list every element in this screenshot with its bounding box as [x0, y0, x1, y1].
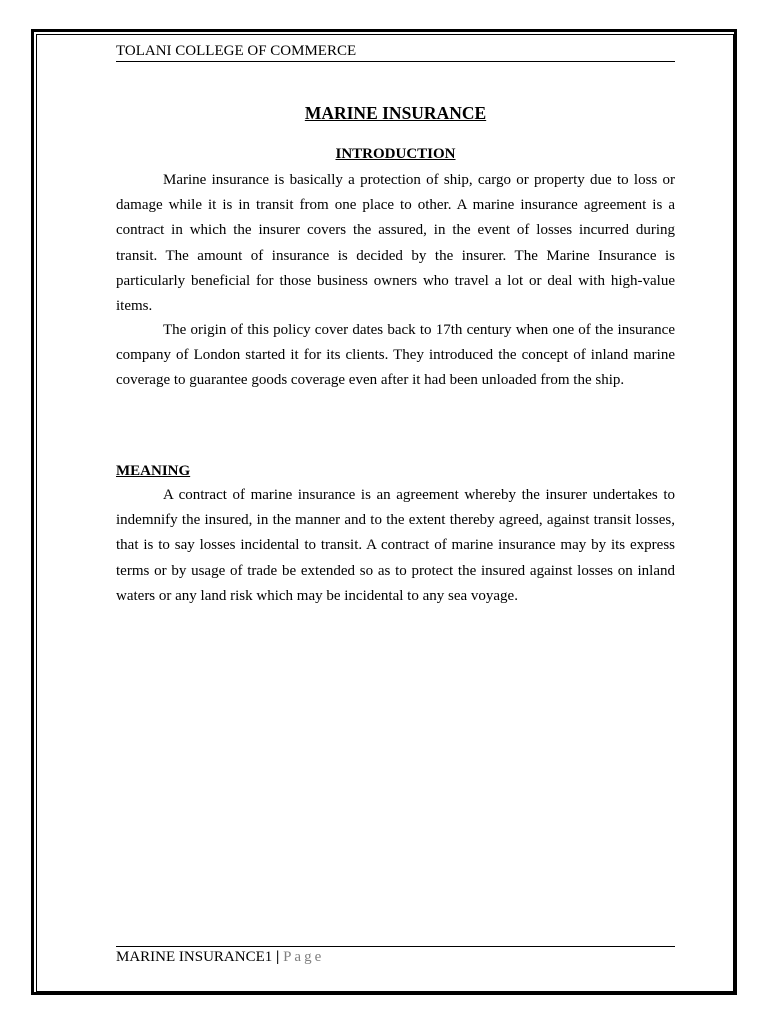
page-header: [116, 42, 675, 62]
introduction-paragraph-2: The origin of this policy cover dates back to 17th century when one of the insurance company of London started it for its clients. They introduced the concept of inland marine coverage to guarantee goods coverage even after it had been unloaded from the ship.: [116, 322, 675, 389]
document-title: MARINE INSURANCE: [304, 103, 487, 123]
footer-separator: |: [276, 949, 280, 965]
page-footer: [116, 946, 675, 967]
footer-page-word: Page: [283, 949, 325, 965]
footer-page-number: 1: [264, 949, 273, 965]
meaning-heading: MEANING: [116, 463, 191, 479]
meaning-paragraph-1: A contract of marine insurance is an agreement whereby the insurer undertakes to indemnify the insured, in the manner and to the extent thereby agreed, against transit losses, that is to say losses incidental to transit. A contract of marine insurance may by its express terms or by usage of trade be extended so as to protect the insured against losses on inland waters or any land risk which may be incidental to any sea voyage.: [116, 487, 675, 604]
introduction-paragraph-1: Marine insurance is basically a protection of ship, cargo or property due to loss or damage while it is in transit from one place to other. A marine insurance agreement is a contract in which the insurer covers the assured, in the event of losses incurred during transit. The amount of insurance is decided by the insurer. The Marine Insurance is particularly beneficial for those business owners who travel a lot or deal with high-value items.: [116, 172, 675, 315]
footer-label: MARINE INSURANCE: [116, 949, 265, 965]
introduction-heading: INTRODUCTION: [335, 146, 456, 162]
header-college-name: TOLANI COLLEGE OF COMMERCE: [116, 43, 357, 59]
